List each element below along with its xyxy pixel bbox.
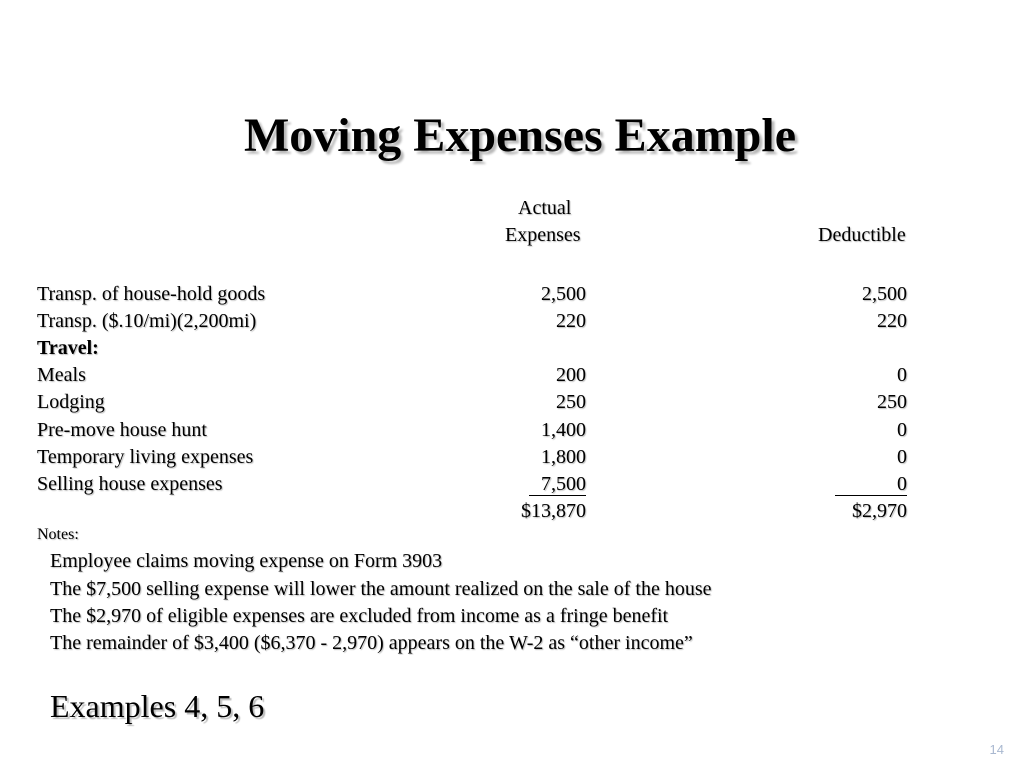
slide-title: Moving Expenses Example [243,109,797,162]
header-deductible: Deductible [818,224,906,246]
table-row [0,390,1024,417]
table-row [0,336,1024,363]
header-actual-line1: Actual [518,197,572,219]
row-actual: 220 [556,310,586,332]
examples-reference: Examples 4, 5, 6 [50,688,265,724]
table-row [0,472,1024,499]
note-item: The $7,500 selling expense will lower the amount realized on the sale of the house [50,578,712,600]
row-label: Transp. ($.10/mi)(2,200mi) [37,310,257,332]
row-actual: 200 [556,364,586,386]
row-actual: 250 [556,391,586,413]
note-item: The $2,970 of eligible expenses are excluded from income as a fringe benefit [50,605,669,627]
table-row [0,363,1024,390]
total-deductible: $2,970 [852,500,907,522]
note-item: The remainder of $3,400 ($6,370 - 2,970) appears on the W-2 as “other income” [50,632,693,654]
row-deductible [835,472,907,496]
row-deductible: 0 [897,364,907,386]
row-label: Meals [37,364,86,386]
table-total-row [0,499,1024,526]
row-deductible: 220 [877,310,907,332]
row-deductible: 0 [897,419,907,441]
row-actual [529,472,586,496]
row-label: Selling house expenses [37,473,223,495]
row-actual: 1,800 [541,446,586,468]
table-row [0,445,1024,472]
page-number: 14 [989,742,1004,757]
underlined-value: 7,500 [529,474,586,496]
row-deductible: 2,500 [862,283,907,305]
table-row [0,309,1024,336]
row-label: Transp. of house-hold goods [37,283,266,305]
underlined-value: 0 [835,474,907,496]
row-actual: 2,500 [541,283,586,305]
total-actual: $13,870 [521,500,586,522]
table-row [0,418,1024,445]
row-label: Lodging [37,391,105,413]
notes-heading: Notes: [37,526,79,543]
row-actual: 1,400 [541,419,586,441]
row-label: Temporary living expenses [37,446,254,468]
row-deductible: 250 [877,391,907,413]
row-deductible: 0 [897,446,907,468]
row-label: Pre-move house hunt [37,419,207,441]
table-row [0,282,1024,309]
note-item: Employee claims moving expense on Form 3903 [50,550,443,572]
header-actual-line2: Expenses [505,224,581,246]
row-label: Travel: [37,337,99,359]
